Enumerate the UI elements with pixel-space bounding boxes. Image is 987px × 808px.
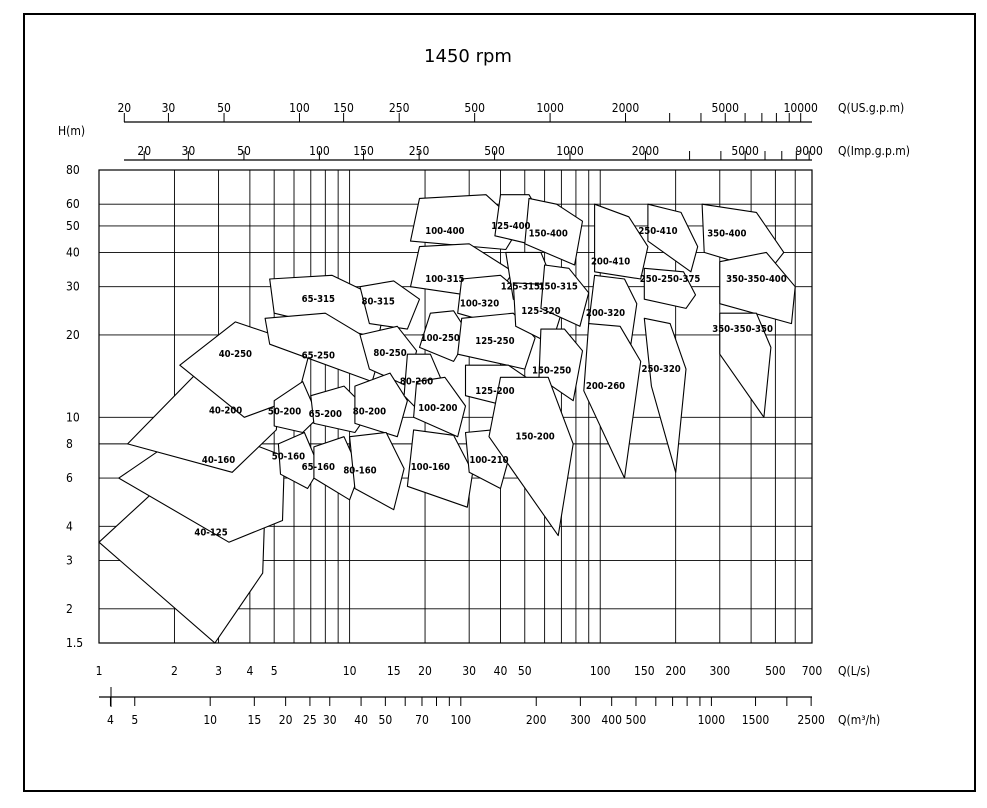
pump-label-350-350-400: 350-350-400 <box>726 273 787 285</box>
axis-ls <box>96 664 871 678</box>
tick-label-imp-gpm: 500 <box>484 144 505 158</box>
tick-label-m3h: 500 <box>625 713 647 727</box>
tick-label-m3h: 5 <box>131 713 139 727</box>
pump-label-150-315: 150-315 <box>538 281 578 293</box>
pump-regions <box>99 195 795 643</box>
tick-label-m3h: 30 <box>322 713 337 727</box>
pump-label-100-210: 100-210 <box>469 454 509 466</box>
tick-label-m3h: 25 <box>303 713 317 727</box>
pump-label-40-125: 40-125 <box>194 527 228 539</box>
bottom-axes <box>96 664 881 727</box>
axis-title-m3h: Q(m³/h) <box>838 713 881 727</box>
tick-label-m3h: 40 <box>354 713 368 727</box>
y-axis-title: H(m) <box>58 124 86 138</box>
pump-label-200-320: 200-320 <box>585 308 626 320</box>
pump-label-100-200: 100-200 <box>418 403 458 415</box>
tick-label-m3h: 1000 <box>697 713 726 727</box>
tick-label-m3h: 200 <box>525 713 547 727</box>
pump-label-100-160: 100-160 <box>410 461 450 473</box>
top-axes <box>117 101 910 160</box>
tick-label-us-gpm: 5000 <box>711 101 739 115</box>
pump-label-200-410: 200-410 <box>590 256 631 268</box>
pump-label-80-260: 80-260 <box>399 376 434 388</box>
tick-label-ls: 700 <box>801 664 823 678</box>
y-tick-label: 40 <box>66 245 80 260</box>
tick-label-imp-gpm: 30 <box>181 144 196 158</box>
tick-label-us-gpm: 1000 <box>536 101 564 115</box>
tick-label-ls: 200 <box>665 664 686 678</box>
pump-label-125-320: 125-320 <box>521 305 561 317</box>
tick-label-ls: 50 <box>517 664 532 678</box>
axis-imp-gpm <box>124 144 910 160</box>
tick-label-us-gpm: 100 <box>289 101 310 115</box>
pump-label-125-400: 125-400 <box>491 220 531 232</box>
pump-region-200-260 <box>584 324 641 479</box>
tick-label-imp-gpm: 1000 <box>556 144 584 158</box>
pump-label-65-250: 65-250 <box>301 350 335 362</box>
axis-us-gpm <box>117 101 904 122</box>
pump-label-80-250: 80-250 <box>373 347 407 359</box>
pump-label-100-250: 100-250 <box>420 332 460 344</box>
tick-label-us-gpm: 20 <box>117 101 132 115</box>
y-tick-label: 4 <box>66 519 73 534</box>
pump-label-125-250: 125-250 <box>475 335 515 347</box>
tick-label-m3h: 1500 <box>741 713 770 727</box>
tick-label-imp-gpm: 20 <box>137 144 152 158</box>
tick-label-imp-gpm: 150 <box>353 144 374 158</box>
pump-label-100-320: 100-320 <box>459 298 500 310</box>
tick-label-us-gpm: 2000 <box>611 101 640 115</box>
y-tick-label: 50 <box>66 218 80 233</box>
pump-label-65-315: 65-315 <box>301 294 335 306</box>
pump-label-350-400: 350-400 <box>707 228 747 240</box>
pump-label-150-200: 150-200 <box>515 431 555 443</box>
y-tick-label: 80 <box>66 163 80 177</box>
tick-label-us-gpm: 250 <box>388 101 410 115</box>
pump-label-40-200: 40-200 <box>208 405 243 417</box>
pump-label-350-350-350: 350-350-350 <box>712 324 773 336</box>
tick-label-ls: 2 <box>171 664 178 678</box>
pump-region-250-320 <box>641 318 686 472</box>
tick-label-ls: 500 <box>765 664 786 678</box>
y-tick-label: 10 <box>66 410 80 425</box>
pump-label-250-320: 250-320 <box>641 364 681 376</box>
pump-label-40-250: 40-250 <box>218 349 252 361</box>
axis-title-ls: Q(L/s) <box>838 664 871 678</box>
tick-label-m3h: 50 <box>378 713 393 727</box>
pump-label-150-250: 150-250 <box>532 365 572 377</box>
pump-label-200-260: 200-260 <box>585 381 626 393</box>
tick-label-us-gpm: 50 <box>217 101 231 115</box>
tick-label-us-gpm: 10000 <box>783 101 818 115</box>
tick-label-imp-gpm: 2000 <box>631 144 660 158</box>
tick-label-imp-gpm: 250 <box>408 144 430 158</box>
tick-label-ls: 30 <box>462 664 477 678</box>
tick-label-m3h: 4 <box>107 713 114 727</box>
tick-label-ls: 40 <box>493 664 508 678</box>
tick-label-ls: 100 <box>589 664 611 678</box>
tick-label-m3h: 400 <box>601 713 622 727</box>
tick-label-m3h: 70 <box>415 713 429 727</box>
axis-m3h <box>99 687 880 727</box>
chart-title: 1450 rpm <box>424 46 512 67</box>
tick-label-m3h: 15 <box>247 713 262 727</box>
tick-label-ls: 150 <box>634 664 655 678</box>
pump-label-250-410: 250-410 <box>638 225 678 237</box>
pump-label-100-400: 100-400 <box>425 225 465 237</box>
pump-label-40-160: 40-160 <box>201 454 236 466</box>
tick-label-us-gpm: 150 <box>333 101 354 115</box>
pump-label-80-315: 80-315 <box>361 296 395 308</box>
pump-region-250-410 <box>648 204 698 272</box>
y-tick-label: 30 <box>66 279 80 294</box>
pump-region-200-410 <box>595 204 648 279</box>
tick-label-imp-gpm: 9000 <box>795 144 823 158</box>
pump-label-100-315: 100-315 <box>425 273 465 285</box>
pump-label-80-200: 80-200 <box>352 406 387 418</box>
tick-label-ls: 5 <box>270 664 278 678</box>
tick-label-us-gpm: 30 <box>161 101 176 115</box>
axis-title-imp-gpm: Q(Imp.g.p.m) <box>838 144 910 158</box>
axis-title-us-gpm: Q(US.g.p.m) <box>838 101 905 115</box>
pump-label-125-200: 125-200 <box>475 385 515 397</box>
tick-label-ls: 300 <box>709 664 731 678</box>
tick-label-ls: 20 <box>418 664 432 678</box>
pump-label-65-200: 65-200 <box>308 408 342 420</box>
pump-label-50-160: 50-160 <box>271 451 306 463</box>
y-axis <box>66 163 83 650</box>
y-tick-label: 1.5 <box>66 636 84 650</box>
tick-label-m3h: 10 <box>203 713 218 727</box>
pump-label-125-315: 125-315 <box>500 281 540 293</box>
tick-label-ls: 1 <box>95 664 103 678</box>
pump-label-65-160: 65-160 <box>301 461 335 473</box>
tick-label-m3h: 300 <box>570 713 591 727</box>
tick-label-imp-gpm: 50 <box>237 144 251 158</box>
tick-label-imp-gpm: 100 <box>309 144 330 158</box>
tick-label-ls: 3 <box>215 664 223 678</box>
y-tick-label: 8 <box>66 436 73 451</box>
y-tick-label: 2 <box>66 601 73 616</box>
tick-label-m3h: 2500 <box>797 713 825 727</box>
tick-label-ls: 10 <box>342 664 357 678</box>
y-tick-label: 6 <box>66 471 73 486</box>
pump-label-50-200: 50-200 <box>267 406 302 418</box>
pump-label-250-250-375: 250-250-375 <box>639 273 701 285</box>
pump-label-80-160: 80-160 <box>343 465 377 477</box>
pump-label-150-400: 150-400 <box>528 228 568 240</box>
tick-label-imp-gpm: 5000 <box>731 144 759 158</box>
tick-label-ls: 15 <box>386 664 401 678</box>
tick-label-us-gpm: 500 <box>464 101 485 115</box>
tick-label-ls: 4 <box>246 664 254 678</box>
tick-label-m3h: 20 <box>278 713 293 727</box>
y-tick-label: 20 <box>66 327 80 342</box>
y-tick-label: 60 <box>66 197 80 212</box>
tick-label-m3h: 100 <box>450 713 472 727</box>
y-tick-label: 3 <box>66 553 73 568</box>
